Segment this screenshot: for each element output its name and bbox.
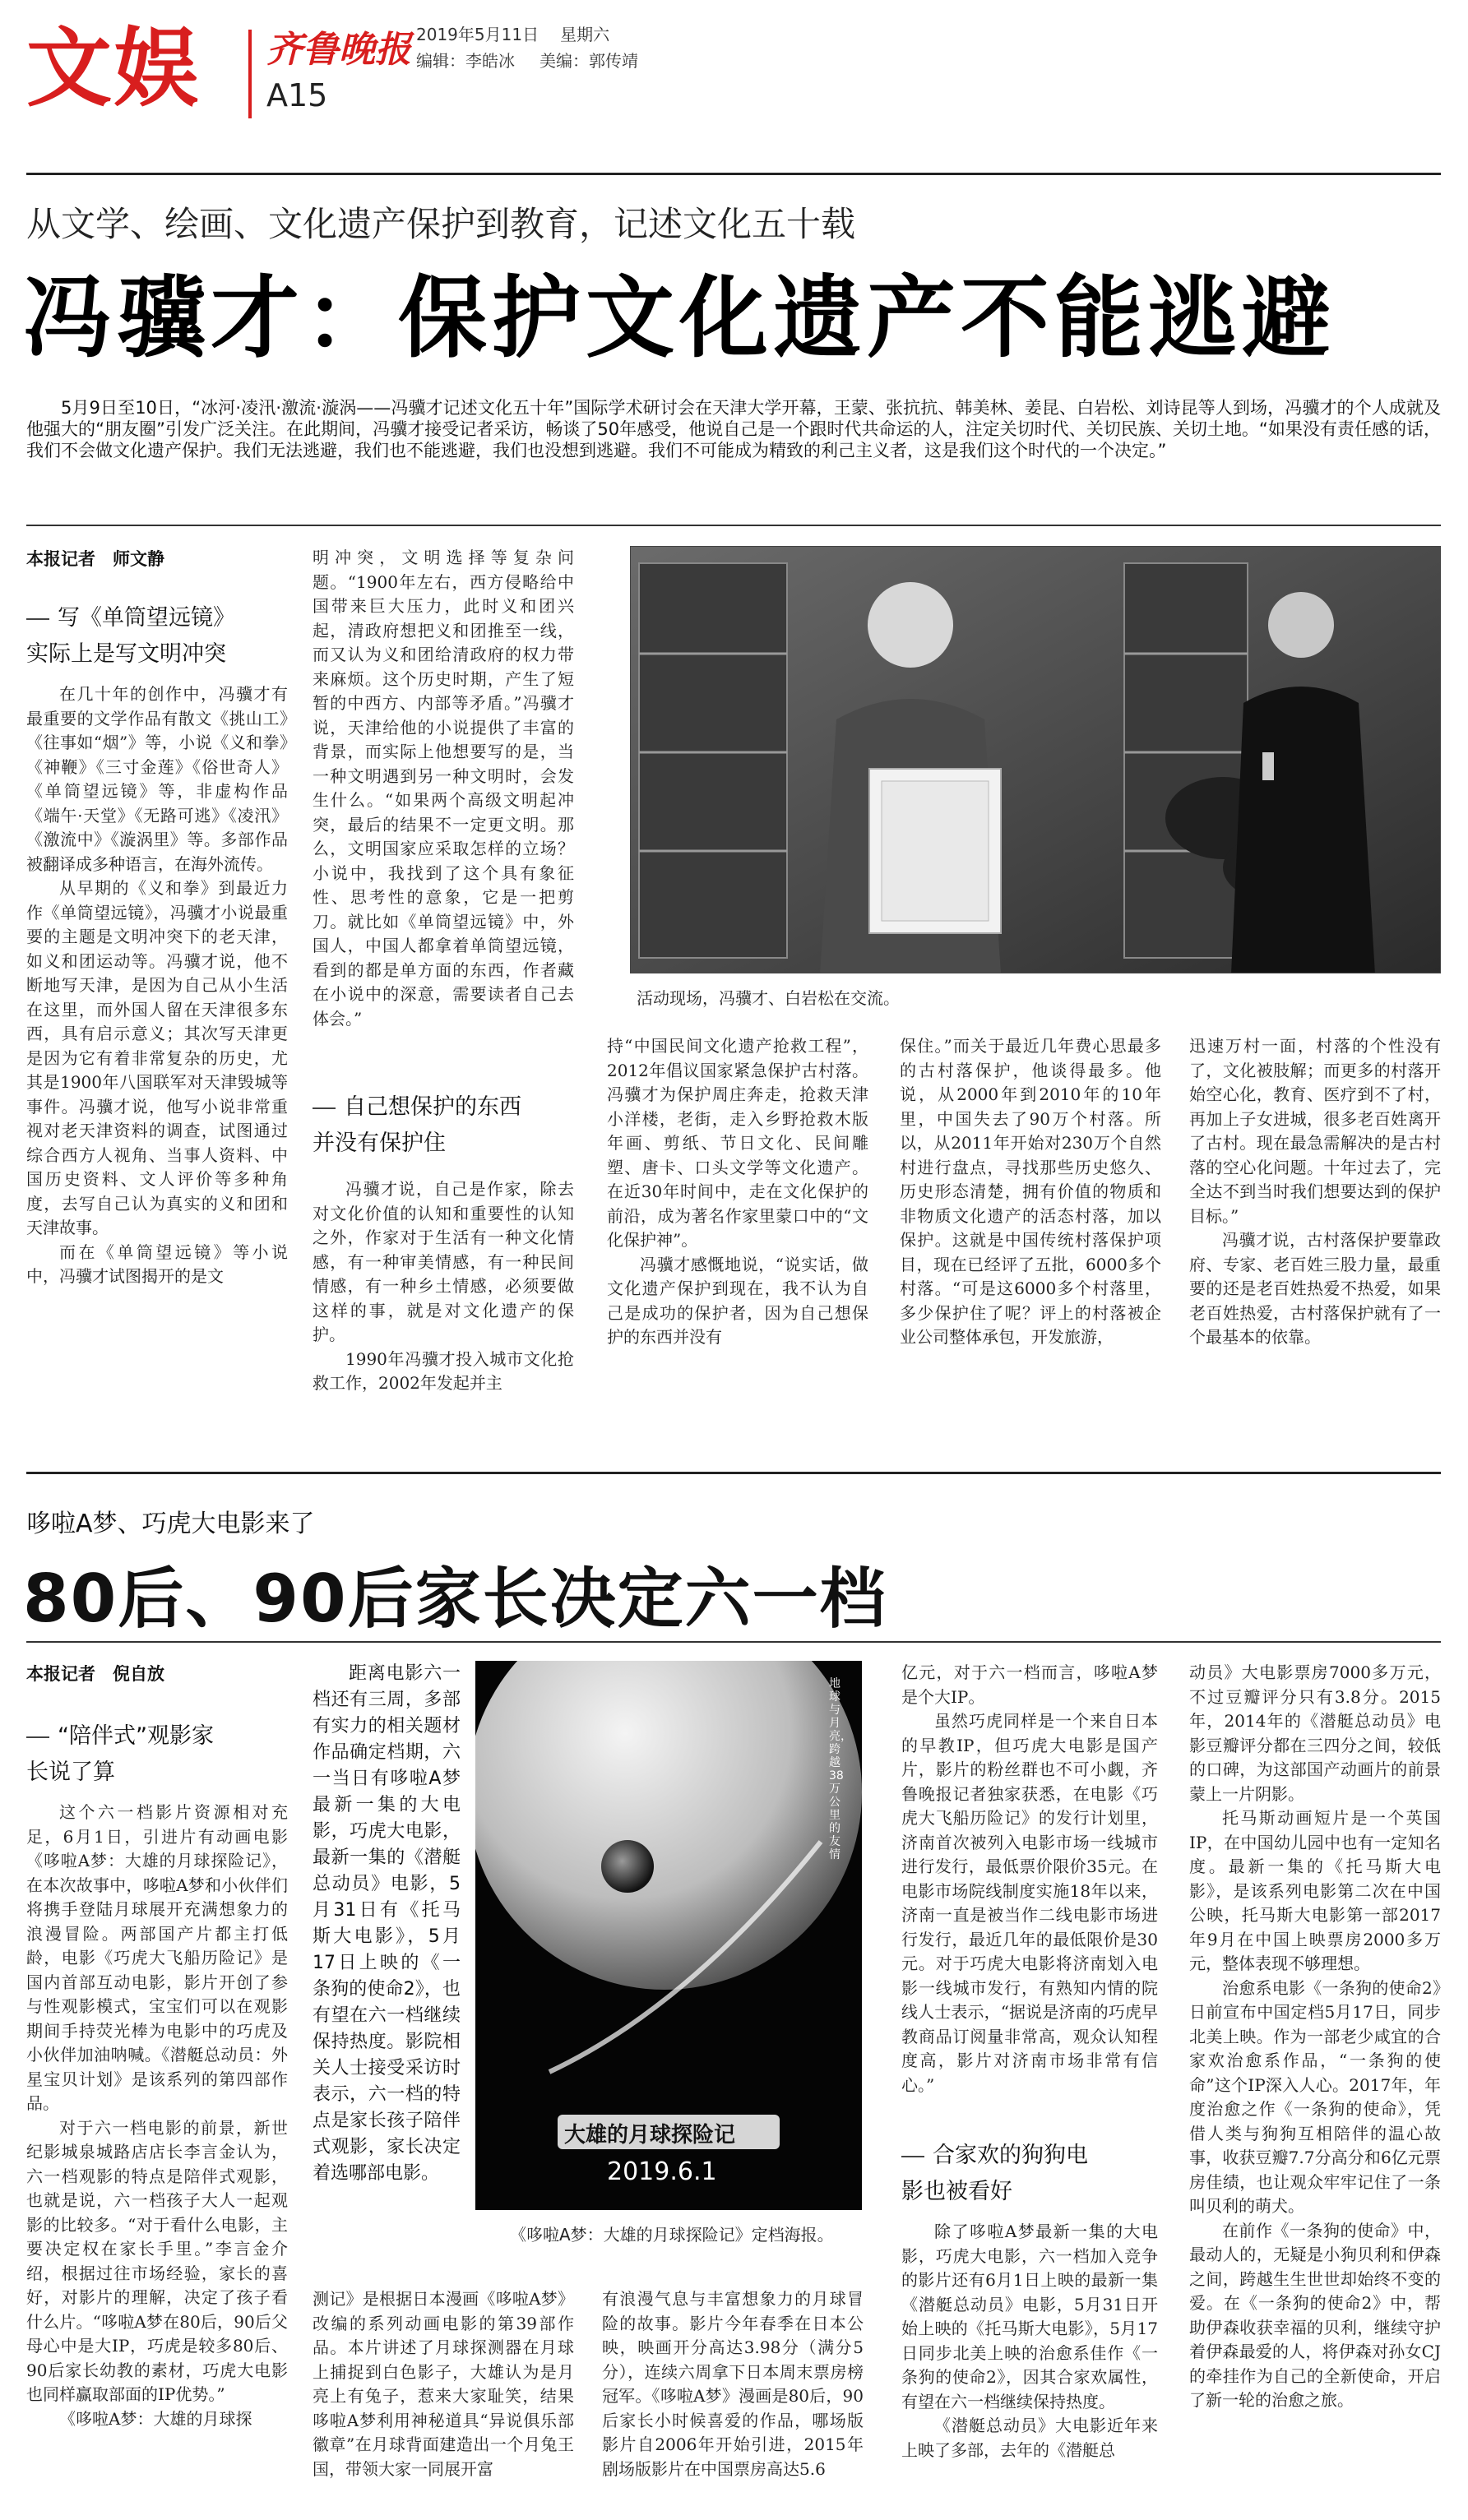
paragraph: 除了哆啦A梦最新一集的大电影，巧虎大电影，六一档加入竞争的影片还有6月1日上映的最新一集《潜艇总动员》电影，5月31日开始上映的《托马斯大电影》，5月17日同步北美上映的治愈系佳作《一条狗的使命2》，因其合家欢属性，有望在六一档继续保持热度。 [901,2222,1158,2411]
paragraph: 治愈系电影《一条狗的使命2》日前宣布中国定档5月17日，同步北美上映。作为一部老少咸宜的合家欢治愈系作品，“一条狗的使命”这个IP深入人心。2017年，年度治愈之作《一条狗的使命》，凭借人类与狗狗互相陪伴的温心故事，收获豆瓣7.7分高分和6亿元票房佳绩，也让观众牢牢记住了一条叫贝利的萌犬。 [1189,1977,1441,2216]
paragraph: 冯骥才说，自己是作家，除去对文化价值的认知和重要性的认知之外，作家对于生活有一种文化情感，有一种审美情感，有一种民间情感，有一种乡土情感，必须要做这样的事，就是对文化遗产的保护。 [313,1179,574,1344]
subhead-dash [901,2156,924,2157]
paragraph: 在前作《一条狗的使命》中，最动人的，无疑是小狗贝利和伊森之间，跨越生生世世却始终不变的爱。在《一条狗的使命2》中，帮助伊森收获幸福的贝利，继续守护着伊森最爱的人，将伊森对孙女CJ的牵挂作为自己的全新使命，开启了新一轮的治愈之旅。 [1189,2220,1441,2410]
subhead-dash [313,1107,336,1109]
article1-kicker: 从文学、绘画、文化遗产保护到教育，记述文化五十载 [26,204,856,244]
article2-col2 [313,2287,574,2508]
article1-col4 [900,1034,1161,1455]
paragraph: 测记》是根据日本漫画《哆啦A梦》改编的系列动画电影的第39部作品。本片讲述了月球探测器在月球上捕捉到白色影子，大雄认为是月亮上有兔子，惹来大家耻笑，结果哆啦A梦利用神秘道具“异说俱乐部徽章”在月球背面建造出一个月兔王国，带领大家一同展开富 [313,2289,574,2479]
date-line [416,21,631,45]
article1-headline: 冯骥才：保护文化遗产不能逃避 [23,267,1336,370]
subhead-text: 自己想保护的东西 [344,1094,521,1120]
subhead-dash [26,618,49,620]
paragraph: 迅速万村一面，村落的个性没有了，文化被肢解；而更多的村落开始空心化，教育、医疗到不了村，再加上子女进城，很多老百姓离开了古村。现在最急需解决的是古村落的空心化问题。十年过去了，完全达不到当时我们想要达到的保护目标。” [1189,1036,1441,1226]
article2-byline: 本报记者 倪自放 [26,1664,164,1684]
poster-side-text: 地球与月亮，跨越38万公里的友情 [829,1677,852,1861]
section-title: 文娱 [26,18,201,118]
paragraph: 明冲突，文明选择等复杂问题。“1900年左右，西方侵略给中国带来巨大压力，此时义和团兴起，清政府想把义和团推至一线，而又认为义和团给清政府的权力带来麻烦。这个历史时期，产生了短暂的中西方、内部等矛盾。”冯骥才说，天津给他的小说提供了丰富的背景，而实际上他想要写的是，当一种文明遇到另一种文明时，会发生什么。“如果两个高级文明起冲突，最后的结果不一定更文明。那么，文明国家应采取怎样的立场？小说中，我找到了这个具有象征性、思考性的意象，它是一把剪刀。就比如《单筒望远镜》中，外国人，中国人都拿着单筒望远镜，看到的都是单方面的东西，作者藏在小说中的深意，需要读者自己去体会。” [313,548,574,1029]
subhead-text-2: 实际上是写文明冲突 [26,641,226,667]
weekday: 星期六 [560,25,610,44]
paragraph: 有浪漫气息与丰富想象力的月球冒险的故事。影片今年春季在日本公映，映画开分高达3.98分（满分5分），连续六周拿下日本周末票房榜冠军。《哆啦A梦》漫画是80后，90后家长小时候喜爱的作品，哪场版影片自2006年开始引进，2015年剧场版影片在中国票房高达5.6 [602,2289,864,2479]
paragraph: 动员》大电影票房7000多万元，不过豆瓣评分只有3.8分。2015年，2014年的《潜艇总动员》电影豆瓣评分都在三四分之间，较低的口碑，为这部国产动画片的前景蒙上一片阴影。 [1189,1662,1441,1804]
article1-subhead-2 [313,1089,574,1162]
subhead-dash [26,1736,49,1738]
subhead-text-2: 长说了算 [26,1759,115,1785]
paragraph: 从早期的《义和拳》到最近力作《单筒望远镜》，冯骥才小说最重要的主题是文明冲突下的老天津，如义和团运动等。冯骥才说，他不断地写天津，是因为自己从小生活在这里，而外国人留在天津很多东西，具有启示意义；其次写天津更是因为它有着非常复杂的历史，尤其是1900年八国联军对天津毁城等事件。冯骥才说，他写小说非常重视对老天津资料的调查，试图通过综合西方人视角、当事人资料、中国历史资料、文人评价等多种角度，去写自己认为真实的义和团和天津故事。 [26,878,288,1237]
article2-subhead-2 [901,2138,1158,2210]
page-number: A15 [266,77,328,113]
poster-title: 大雄的月球探险记 [564,2123,736,2148]
article1-subhead-1 [26,600,289,673]
paragraph: 《潜艇总动员》大电影近年来上映了多部，去年的《潜艇总 [901,2416,1158,2460]
subhead-text-2: 影也被看好 [901,2179,1012,2204]
masthead-rule [26,173,1441,175]
issue-date: 2019年5月11日 [416,25,540,44]
article1-col1 [26,682,288,1455]
paragraph: 虽然巧虎同样是一个来自日本的早教IP，但巧虎大电影是国产片，影片的粉丝群也不可小觑，齐鲁晚报记者独家获悉，在电影《巧虎大飞船历险记》的发行计划里，济南首次被列入电影市场一线城市进行发行，最低票价限价35元。在电影市场院线制度实施18年以来，济南一直是被当作二线电影市场进行发行，最近几年的最低限价是30元。对于巧虎大电影将济南划入电影一线城市发行，有熟知内情的院线人士表示，“据说是济南的巧虎早教商品订阅量非常高，观众认知程度高，影片对济南市场非常有信心。” [901,1711,1158,2095]
article2-intro-box: 距离电影六一档还有三周，多部有实力的相关题材作品确定档期，六一当日有哆啦A梦最新一集的大电影，巧虎大电影，最新一集的《潜艇总动员》电影，5月31日有《托马斯大电影》，5月17日上映的《一条狗的使命2》，也有望在六一档继续保持热度。影院相关人士接受采访时表示，六一档的特点是家长孩子陪伴式观影，家长决定着选哪部电影。 [313,1663,461,2184]
photo-caption: 活动现场，冯骥才、白岩松在交流。 [637,988,900,1008]
subhead-text: “陪伴式”观影家 [58,1723,214,1749]
masthead-divider [248,30,252,118]
article2-col5 [1189,1661,1441,2508]
subhead-text: 写《单筒望远镜》 [58,605,235,631]
article2-col4 [901,1661,1158,2142]
editor-line [416,48,663,72]
headline-rule [26,1641,1441,1643]
photo-illustration [631,547,1441,973]
paragraph: 冯骥才感慨地说，“说实话，做文化遗产保护到现在，我不认为自己是成功的保护者，因为自己想保护的东西并没有 [607,1254,868,1347]
article2-headline: 80后、90后家长决定六一档 [23,1561,887,1637]
article2-col3 [602,2287,864,2508]
article2-col4b [901,2220,1158,2508]
article2-col1 [26,1801,288,2508]
subhead-text: 合家欢的狗狗电 [933,2143,1088,2168]
paragraph: 在几十年的创作中，冯骥才有最重要的文学作品有散文《挑山工》《往事如“烟”》等，小说《义和拳》《神鞭》《三寸金莲》《俗世奇人》《单筒望远镜》等，非虚构作品《端午·天堂》《无路可逃》《凌汛》《激流中》《漩涡里》等。多部作品被翻译成多种语言，在海外流传。 [26,684,288,874]
section-rule [26,1472,1441,1474]
paragraph: 托马斯动画短片是一个英国IP，在中国幼儿园中也有一定知名度。最新一集的《托马斯大电影》，是该系列电影第二次在中国公映，托马斯大电影第一部2017年9月在中国上映票房2000多万元，整体表现不够理想。 [1189,1808,1441,1973]
article2-subhead-1 [26,1718,289,1791]
article1-col3 [607,1034,868,1455]
paragraph: 《哆啦A梦：大雄的月球探 [59,2408,252,2429]
event-photo [630,546,1441,973]
lead-rule [26,525,1441,526]
article1-col2b [313,1177,574,1455]
paragraph: 这个六一档影片资源相对充足，6月1日，引进片有动画电影《哆啦A梦：大雄的月球探险记》，在本次故事中，哆啦A梦和小伙伴们将携手登陆月球展开充满想象力的浪漫冒险。两部国产片都主打低龄，电影《巧虎大飞船历险记》是国内首部互动电影，影片开创了参与性观影模式，宝宝们可以在观影期间手持荧光棒为电影中的巧虎及小伙伴加油呐喊。《潜艇总动员：外星宝贝计划》是该系列的第四部作品。 [26,1802,288,2113]
article1-lead: 5月9日至10日，“冰河·凌汛·激流·漩涡——冯骥才记述文化五十年”国际学术研讨会在天津大学开幕，王蒙、张抗抗、韩美林、姜昆、白岩松、刘诗昆等人到场，冯骥才的个人成就及他强大的“朋友圈”引发广泛关注。在此期间，冯骥才接受记者采访，畅谈了50年感受，他说自己是一个跟时代共命运的人，注定关切时代、关切民族、关切土地。“如果没有责任感的话，我们不会做文化遗产保护。我们无法逃避，我们也不能逃避，我们也没想到逃避。我们不可能成为精致的利己主义者，这是我们这个时代的一个决定。” [26,398,1441,460]
movie-poster [475,1661,862,2210]
article1-col5 [1189,1034,1441,1455]
designer: 美编：郭传靖 [540,51,638,71]
paper-logo: 齐鲁晚报 [266,29,411,71]
editor: 编辑：李皓冰 [416,51,515,71]
paragraph: 对于六一档电影的前景，新世纪影城泉城路店店长李言金认为，六一档观影的特点是陪伴式观影，也就是说，六一档孩子大人一起观影的比较多。“对于看什么电影，主要决定权在家长手里。”李言金介绍，根据过往市场经验，家长的喜好，对影片的理解，决定了孩子看什么片。“哆啦A梦在80后，90后父母心中是大IP，巧虎是较多80后、90后家长幼教的素材，巧虎大电影也同样赢取部面的IP优势。” [26,2117,288,2404]
article2-kicker: 哆啦A梦、巧虎大电影来了 [26,1510,315,1538]
article1-byline: 本报记者 师文静 [26,549,164,569]
poster-caption: 《哆啦A梦：大雄的月球探险记》定档海报。 [510,2225,834,2245]
article1-col2 [313,546,574,1089]
paragraph: 1990年冯骥才投入城市文化抢救工作，2002年发起并主 [313,1348,574,1393]
paragraph: 亿元，对于六一档而言，哆啦A梦是个大IP。 [901,1662,1158,1707]
subhead-text-2: 并没有保护住 [313,1131,446,1156]
paragraph: 冯骥才说，古村落保护要靠政府、专家、老百姓三股力量，最重要的还是老百姓热爱不热爱，如果老百姓热爱，古村落保护就有了一个最基本的依靠。 [1189,1230,1441,1347]
paragraph: 保住。”而关于最近几年费心思最多的古村落保护，他谈得最多。他说，从2000年到2010年的10年里，中国失去了90万个村落。所以，从2011年开始对230万个自然村进行盘点，寻找那些历史悠久、历史形态清楚，拥有价值的物质和非物质文化遗产的活态村落，加以保护。这就是中国传统村落保护项目，现在已经评了五批，6000多个村落。“可是这6000多个村落里，多少保护住了呢？评上的村落被企业公司整体承包，开发旅游， [900,1036,1161,1347]
paragraph: 而在《单筒望远镜》等小说中，冯骥才试图揭开的是文 [26,1242,288,1286]
paragraph: 持“中国民间文化遗产抢救工程”，2012年倡议国家紧急保护古村落。冯骥才为保护周庄奔走，抢救天津小洋楼，老街，走入乡野抢救木版年画、剪纸、节日文化、民间雕塑、唐卡、口头文学等文化遗产。在近30年时间中，走在文化保护的前沿，成为著名作家里蒙口中的“文化保护神”。 [607,1036,868,1250]
poster-date: 2019.6.1 [607,2157,717,2186]
